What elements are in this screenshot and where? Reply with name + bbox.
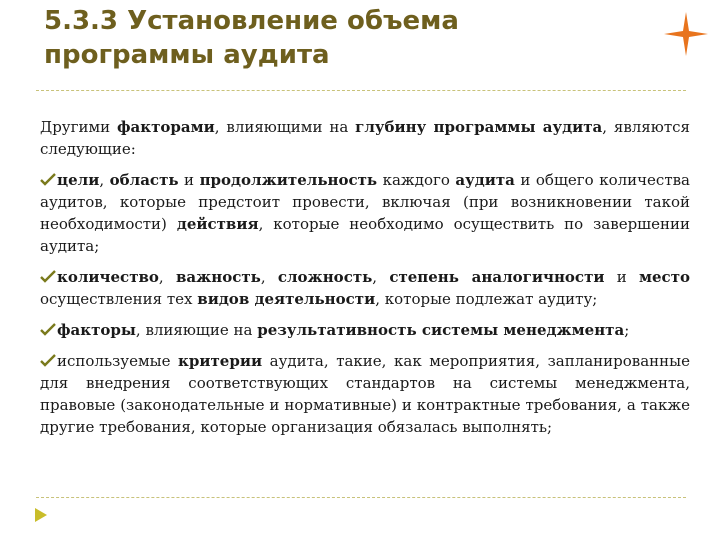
bullet-item	[40, 169, 690, 257]
bold-text: область	[109, 171, 179, 189]
text-run: , являются следующие:	[40, 118, 690, 158]
slide-body	[40, 116, 690, 447]
text-run: ,	[158, 268, 176, 286]
bold-text: продолжительность	[199, 171, 378, 189]
text-run: осуществления тех	[40, 290, 198, 308]
bottom-divider	[36, 497, 686, 498]
text-run: , влияющие на	[135, 321, 258, 339]
bold-text: действия	[176, 215, 259, 233]
bold-text: глубину программы аудита	[355, 118, 603, 136]
bold-text: критерии	[178, 352, 263, 370]
bold-text: место	[638, 268, 690, 286]
bold-text: сложность	[277, 268, 373, 286]
text-run: каждого	[377, 171, 456, 189]
triangle-marker-icon	[34, 507, 48, 523]
text-run: ,	[372, 268, 390, 286]
bold-text: аудита	[455, 171, 515, 189]
top-divider	[36, 90, 686, 91]
bold-text: количество	[57, 268, 159, 286]
text-run: ,	[260, 268, 278, 286]
bold-text: цели	[57, 171, 100, 189]
text-run: Другими	[40, 118, 117, 136]
intro-paragraph	[40, 116, 690, 160]
text-run: и	[604, 268, 639, 286]
checkmark-icon	[40, 323, 56, 336]
text-run: и общего количества аудитов, которые предстоит провести, включая (при возникновении такой необходимости)	[40, 171, 691, 233]
text-run: используемые	[57, 352, 179, 370]
bullet-item	[40, 350, 690, 438]
bold-text: факторами	[117, 118, 215, 136]
text-run: , которые необходимо осуществить по завершении аудита;	[40, 215, 690, 255]
title-line-1: 5.3.3 Установление объема	[44, 6, 459, 36]
bold-text: важность	[175, 268, 261, 286]
bullet-item	[40, 319, 690, 341]
title-line-2: программы аудита	[44, 40, 330, 70]
checkmark-icon	[40, 354, 56, 367]
bullet-item	[40, 266, 690, 310]
text-run: аудита, такие, как мероприятия, запланированные для внедрения соответствующих стандартов на системы менеджмента, правовые (законодательные и нормативные) и контрактные требования, а также другие требования, которые организация обязалась выполнять;	[40, 352, 690, 436]
bold-text: факторы	[57, 321, 136, 339]
text-run: ,	[99, 171, 110, 189]
bold-text: результативность системы менеджмента	[257, 321, 625, 339]
text-run: ;	[624, 321, 630, 339]
text-run: , которые подлежат аудиту;	[375, 290, 598, 308]
text-run: , влияющими на	[214, 118, 356, 136]
star-icon	[664, 12, 708, 56]
slide-title	[44, 4, 644, 72]
bold-text: видов деятельности	[197, 290, 376, 308]
bold-text: степень аналогичности	[389, 268, 605, 286]
text-run: и	[178, 171, 200, 189]
checkmark-icon	[40, 173, 56, 186]
checkmark-icon	[40, 270, 56, 283]
